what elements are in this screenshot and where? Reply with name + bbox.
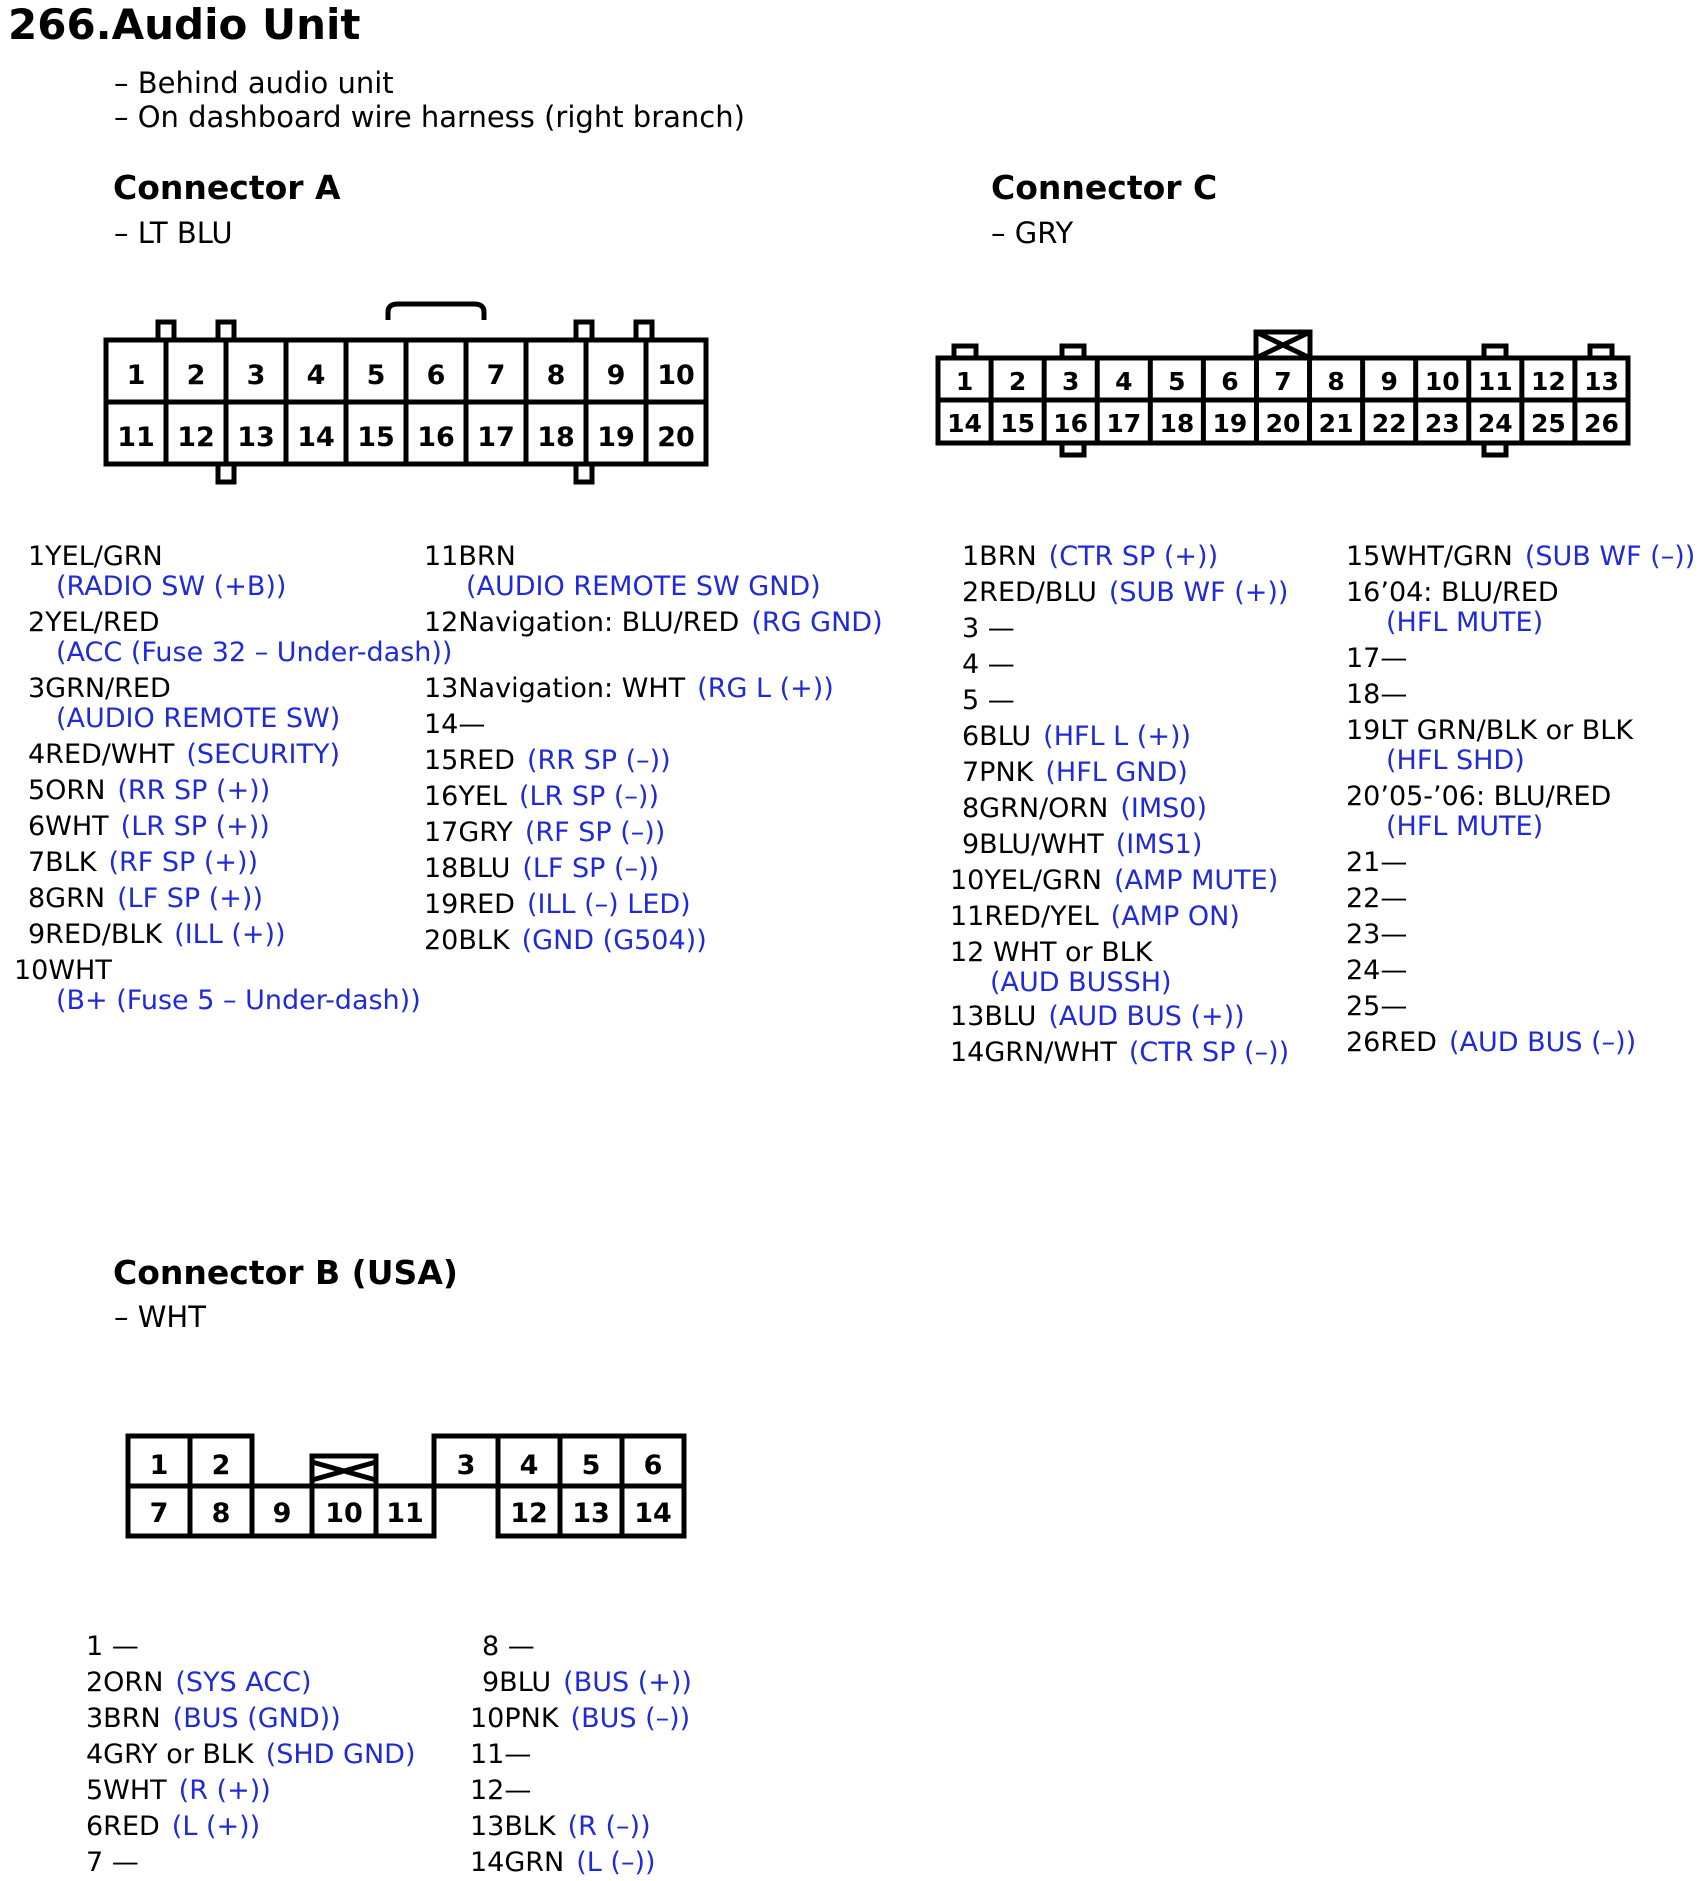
connector-b-pin-6 xyxy=(86,1812,260,1842)
pin-wire: 4 — xyxy=(962,649,1015,680)
cavity-a-2: 2 xyxy=(186,360,206,391)
pin-wire: 16’04: BLU/RED xyxy=(1346,577,1559,608)
connector-a-title: Connector A xyxy=(113,168,341,207)
connector-c-pin-4 xyxy=(962,650,1015,680)
pin-signal: (RF SP (+)) xyxy=(108,847,259,878)
pin-signal: (SYS ACC) xyxy=(175,1667,312,1698)
cavity-a-19: 19 xyxy=(597,422,635,453)
pin-wire: 17— xyxy=(1346,643,1408,674)
connector-b-color: – WHT xyxy=(114,1300,206,1334)
connector-a-pin-1 xyxy=(28,542,286,602)
pin-wire: 12— xyxy=(470,1775,532,1806)
pin-signal: (AMP ON) xyxy=(1110,901,1240,932)
cavity-a-3: 3 xyxy=(246,360,266,391)
pin-wire: 10YEL/GRN xyxy=(950,865,1102,896)
connector-c-pin-3 xyxy=(962,614,1015,644)
connector-a-pin-20 xyxy=(424,926,707,956)
pin-wire: 19RED xyxy=(424,889,515,920)
connector-b-pin-11 xyxy=(470,1740,531,1770)
pin-wire: 5WHT xyxy=(86,1775,167,1806)
connector-b-pin-9 xyxy=(482,1668,692,1698)
cavity-c-1: 1 xyxy=(955,367,974,396)
connector-b-pin-4 xyxy=(86,1740,415,1770)
connector-c-pin-24 xyxy=(1346,956,1407,986)
pin-signal: (LF SP (+)) xyxy=(117,883,263,914)
pin-signal: (IMS0) xyxy=(1120,793,1208,824)
connector-c-pin-12 xyxy=(950,938,1172,998)
connector-a-pin-5 xyxy=(28,776,270,806)
pin-signal: (AMP MUTE) xyxy=(1113,865,1279,896)
connector-a-pin-4 xyxy=(28,740,340,770)
pin-wire: 10WHT xyxy=(14,955,112,986)
cavity-b-5: 5 xyxy=(581,1450,601,1481)
pin-wire: 14GRN/WHT xyxy=(950,1037,1117,1068)
pin-wire: 24— xyxy=(1346,955,1408,986)
cavity-b-3: 3 xyxy=(456,1450,476,1481)
connector-a-pin-17 xyxy=(424,818,665,848)
connector-c-title: Connector C xyxy=(991,168,1218,207)
pin-signal: (RG L (+)) xyxy=(697,673,834,704)
pin-signal: (R (–)) xyxy=(567,1811,651,1842)
cavity-a-7: 7 xyxy=(486,360,506,391)
connector-c-pin-14 xyxy=(950,1038,1289,1068)
pin-wire: 3 — xyxy=(962,613,1015,644)
pin-wire: 5 — xyxy=(962,685,1015,716)
cavity-b-9: 9 xyxy=(272,1498,292,1529)
cavity-c-7: 7 xyxy=(1274,367,1292,396)
location-note-2: – On dashboard wire harness (right branch) xyxy=(114,100,745,134)
connector-a-pin-16 xyxy=(424,782,659,812)
cavity-c-3: 3 xyxy=(1061,367,1080,396)
cavity-c-23: 23 xyxy=(1424,409,1460,438)
cavity-b-6: 6 xyxy=(643,1450,663,1481)
cavity-c-19: 19 xyxy=(1212,409,1248,438)
cavity-c-21: 21 xyxy=(1318,409,1354,438)
pin-wire: 9RED/BLK xyxy=(28,919,163,950)
connector-b-pin-3 xyxy=(86,1704,341,1734)
cavity-a-20: 20 xyxy=(657,422,695,453)
pin-signal: (L (+)) xyxy=(171,1811,261,1842)
pin-wire: 12 WHT or BLK xyxy=(950,937,1153,968)
pin-wire: 15RED xyxy=(424,745,515,776)
pin-wire: 15WHT/GRN xyxy=(1346,541,1513,572)
pin-wire: 9BLU xyxy=(482,1667,552,1698)
connector-a-pin-2 xyxy=(28,608,452,668)
pin-signal: (LR SP (–)) xyxy=(518,781,659,812)
pin-wire: 10PNK xyxy=(470,1703,559,1734)
cavity-b-4: 4 xyxy=(519,1450,539,1481)
cavity-a-6: 6 xyxy=(426,360,446,391)
cavity-c-8: 8 xyxy=(1327,367,1345,396)
connector-c-pin-22 xyxy=(1346,884,1407,914)
cavity-b-7: 7 xyxy=(149,1498,169,1529)
pin-signal: (AUD BUS (–)) xyxy=(1448,1027,1637,1058)
connector-a-pin-8 xyxy=(28,884,263,914)
connector-b-cavity-labels xyxy=(150,1450,672,1529)
connector-c-pin-26 xyxy=(1346,1028,1636,1058)
connector-c-pin-6 xyxy=(962,722,1191,752)
cavity-c-9: 9 xyxy=(1380,367,1398,396)
pin-wire: 6RED xyxy=(86,1811,160,1842)
pin-signal: (SUB WF (–)) xyxy=(1524,541,1696,572)
cavity-a-10: 10 xyxy=(657,360,695,391)
page-title: 266.Audio Unit xyxy=(8,0,361,49)
cavity-c-14: 14 xyxy=(947,409,982,438)
pin-wire: 2YEL/RED xyxy=(28,607,160,638)
connector-b-pin-2 xyxy=(86,1668,312,1698)
cavity-a-17: 17 xyxy=(477,422,515,453)
connector-b-pin-12 xyxy=(470,1776,531,1806)
pin-wire: 26RED xyxy=(1346,1027,1437,1058)
pin-wire: 9BLU/WHT xyxy=(962,829,1104,860)
pin-signal: (RR SP (–)) xyxy=(526,745,671,776)
cavity-a-5: 5 xyxy=(366,360,386,391)
cavity-c-5: 5 xyxy=(1168,367,1186,396)
cavity-a-11: 11 xyxy=(117,422,155,453)
cavity-c-26: 26 xyxy=(1584,409,1619,438)
pin-wire: 16YEL xyxy=(424,781,507,812)
pin-signal: (HFL GND) xyxy=(1045,757,1188,788)
pin-signal: (ACC (Fuse 32 – Under-dash)) xyxy=(56,637,453,668)
cavity-c-22: 22 xyxy=(1371,409,1407,438)
cavity-c-6: 6 xyxy=(1221,367,1239,396)
pin-signal: (LF SP (–)) xyxy=(522,853,660,884)
connector-c-pin-25 xyxy=(1346,992,1407,1022)
pin-signal: (HFL SHD) xyxy=(1386,745,1525,776)
connector-a-color: – LT BLU xyxy=(114,216,233,250)
connector-c-pin-2 xyxy=(962,578,1288,608)
pin-wire: 25— xyxy=(1346,991,1408,1022)
connector-a-pin-9 xyxy=(28,920,286,950)
pin-wire: 2RED/BLU xyxy=(962,577,1097,608)
connector-c-pin-13 xyxy=(950,1002,1245,1032)
connector-b-pin-5 xyxy=(86,1776,271,1806)
pin-wire: 12Navigation: BLU/RED xyxy=(424,607,740,638)
pin-wire: 4GRY or BLK xyxy=(86,1739,254,1770)
cavity-c-20: 20 xyxy=(1265,409,1301,438)
connector-b-pin-7 xyxy=(86,1848,139,1878)
connector-b-pin-8 xyxy=(482,1632,535,1662)
pin-signal: (CTR SP (–)) xyxy=(1128,1037,1290,1068)
pin-signal: (ILL (–) LED) xyxy=(526,889,691,920)
pin-wire: 14— xyxy=(424,709,486,740)
pin-signal: (HFL L (+)) xyxy=(1043,721,1192,752)
pin-wire: 11RED/YEL xyxy=(950,901,1099,932)
cavity-a-14: 14 xyxy=(297,422,335,453)
pin-signal: (AUDIO REMOTE SW) xyxy=(56,703,341,734)
pin-signal: (IMS1) xyxy=(1115,829,1203,860)
connector-a-pin-19 xyxy=(424,890,691,920)
cavity-a-8: 8 xyxy=(546,360,566,391)
pin-signal: (SHD GND) xyxy=(265,1739,416,1770)
pin-signal: (HFL MUTE) xyxy=(1386,811,1544,842)
connector-a-pin-10 xyxy=(14,956,421,1016)
pin-signal: (AUDIO REMOTE SW GND) xyxy=(466,571,821,602)
connector-c-pin-18 xyxy=(1346,680,1407,710)
connector-c-pin-19 xyxy=(1346,716,1633,776)
cavity-b-10: 10 xyxy=(325,1498,363,1529)
connector-b-pin-1 xyxy=(86,1632,139,1662)
cavity-b-13: 13 xyxy=(572,1498,610,1529)
cavity-c-11: 11 xyxy=(1477,367,1513,396)
pin-wire: 8 — xyxy=(482,1631,535,1662)
cavity-c-16: 16 xyxy=(1053,409,1089,438)
connector-c-pin-8 xyxy=(962,794,1207,824)
pin-signal: (RADIO SW (+B)) xyxy=(56,571,287,602)
connector-c-pin-11 xyxy=(950,902,1240,932)
pin-wire: 11— xyxy=(470,1739,532,1770)
cavity-a-9: 9 xyxy=(606,360,626,391)
pin-wire: 17GRY xyxy=(424,817,513,848)
cavity-a-15: 15 xyxy=(357,422,395,453)
pin-wire: 23— xyxy=(1346,919,1408,950)
connector-c-pin-15 xyxy=(1346,542,1695,572)
pin-signal: (GND (G504)) xyxy=(521,925,707,956)
cavity-a-16: 16 xyxy=(417,422,455,453)
pin-signal: (HFL MUTE) xyxy=(1386,607,1544,638)
pin-wire: 11BRN xyxy=(424,541,516,572)
pin-wire: 3GRN/RED xyxy=(28,673,171,704)
pin-signal: (SUB WF (+)) xyxy=(1108,577,1289,608)
connector-b-pin-10 xyxy=(470,1704,690,1734)
pin-wire: 13Navigation: WHT xyxy=(424,673,686,704)
pin-signal: (L (–)) xyxy=(576,1847,656,1878)
cavity-a-18: 18 xyxy=(537,422,575,453)
connector-c-pin-21 xyxy=(1346,848,1407,878)
pin-wire: 21— xyxy=(1346,847,1408,878)
pin-signal: (R (+)) xyxy=(178,1775,271,1806)
pin-wire: 13BLK xyxy=(470,1811,556,1842)
cavity-c-24: 24 xyxy=(1477,409,1513,438)
connector-b-pin-14 xyxy=(470,1848,656,1878)
location-note-1: – Behind audio unit xyxy=(114,66,394,100)
pin-signal: (BUS (+)) xyxy=(563,1667,692,1698)
pin-wire: 5ORN xyxy=(28,775,106,806)
connector-a-pin-11 xyxy=(424,542,821,602)
pin-signal: (BUS (GND)) xyxy=(172,1703,341,1734)
pin-signal: (RR SP (+)) xyxy=(117,775,271,806)
connector-c-pin-7 xyxy=(962,758,1188,788)
cavity-b-12: 12 xyxy=(510,1498,548,1529)
cavity-b-1: 1 xyxy=(149,1450,169,1481)
pin-wire: 18— xyxy=(1346,679,1408,710)
connector-a-pin-3 xyxy=(28,674,340,734)
connector-c-color: – GRY xyxy=(991,216,1074,250)
cavity-b-14: 14 xyxy=(634,1498,672,1529)
pin-wire: 20BLK xyxy=(424,925,510,956)
connector-a-face xyxy=(106,304,706,482)
cavity-b-11: 11 xyxy=(386,1498,424,1529)
connector-a-pin-7 xyxy=(28,848,258,878)
pin-wire: 1YEL/GRN xyxy=(28,541,163,572)
pin-wire: 7BLK xyxy=(28,847,97,878)
cavity-c-15: 15 xyxy=(1000,409,1036,438)
cavity-a-13: 13 xyxy=(237,422,275,453)
pin-wire: 3BRN xyxy=(86,1703,161,1734)
connector-c-pin-20 xyxy=(1346,782,1611,842)
pin-wire: 7PNK xyxy=(962,757,1034,788)
cavity-c-17: 17 xyxy=(1106,409,1142,438)
cavity-c-10: 10 xyxy=(1424,367,1460,396)
pin-wire: 2ORN xyxy=(86,1667,164,1698)
pin-signal: (BUS (–)) xyxy=(570,1703,691,1734)
pin-wire: 14GRN xyxy=(470,1847,565,1878)
pin-signal: (B+ (Fuse 5 – Under-dash)) xyxy=(56,985,421,1016)
pin-wire: 7 — xyxy=(86,1847,139,1878)
cavity-a-12: 12 xyxy=(177,422,215,453)
pin-wire: 13BLU xyxy=(950,1001,1037,1032)
pin-signal: (RF SP (–)) xyxy=(524,817,666,848)
connector-c-pin-10 xyxy=(950,866,1278,896)
cavity-a-1: 1 xyxy=(126,360,146,391)
connector-b-title: Connector B (USA) xyxy=(113,1253,458,1292)
cavity-a-4: 4 xyxy=(306,360,326,391)
pin-signal: (AUD BUS (+)) xyxy=(1048,1001,1245,1032)
cavity-b-8: 8 xyxy=(211,1498,231,1529)
connector-c-pin-16 xyxy=(1346,578,1559,638)
connector-a-pin-12 xyxy=(424,608,883,638)
pin-signal: (LR SP (+)) xyxy=(120,811,270,842)
connector-c-pin-17 xyxy=(1346,644,1407,674)
pin-wire: 1BRN xyxy=(962,541,1037,572)
pin-signal: (ILL (+)) xyxy=(174,919,286,950)
cavity-c-18: 18 xyxy=(1159,409,1195,438)
connector-c-pin-9 xyxy=(962,830,1202,860)
connector-a-pin-6 xyxy=(28,812,270,842)
pin-signal: (CTR SP (+)) xyxy=(1048,541,1219,572)
pin-wire: 18BLU xyxy=(424,853,511,884)
cavity-c-13: 13 xyxy=(1584,367,1619,396)
cavity-c-2: 2 xyxy=(1008,367,1027,396)
pin-wire: 8GRN xyxy=(28,883,106,914)
pin-wire: 22— xyxy=(1346,883,1408,914)
pin-wire: 1 — xyxy=(86,1631,139,1662)
pin-signal: (RG GND) xyxy=(751,607,883,638)
pin-signal: (AUD BUSSH) xyxy=(990,967,1172,998)
cavity-c-12: 12 xyxy=(1530,367,1566,396)
connector-b-pin-13 xyxy=(470,1812,651,1842)
cavity-b-2: 2 xyxy=(211,1450,231,1481)
connector-c-pin-5 xyxy=(962,686,1015,716)
pin-signal: (SECURITY) xyxy=(186,739,340,770)
cavity-c-25: 25 xyxy=(1530,409,1566,438)
pin-wire: 8GRN/ORN xyxy=(962,793,1109,824)
pin-wire: 19LT GRN/BLK or BLK xyxy=(1346,715,1634,746)
connector-c-pin-1 xyxy=(962,542,1218,572)
connector-c-pin-23 xyxy=(1346,920,1407,950)
connector-a-pin-14 xyxy=(424,710,485,740)
cavity-c-4: 4 xyxy=(1115,367,1133,396)
pin-wire: 20’05-’06: BLU/RED xyxy=(1346,781,1612,812)
connector-a-pin-13 xyxy=(424,674,834,704)
pin-wire: 6WHT xyxy=(28,811,109,842)
pin-wire: 4RED/WHT xyxy=(28,739,175,770)
connector-a-pin-18 xyxy=(424,854,659,884)
connector-a-pin-15 xyxy=(424,746,671,776)
pin-wire: 6BLU xyxy=(962,721,1032,752)
